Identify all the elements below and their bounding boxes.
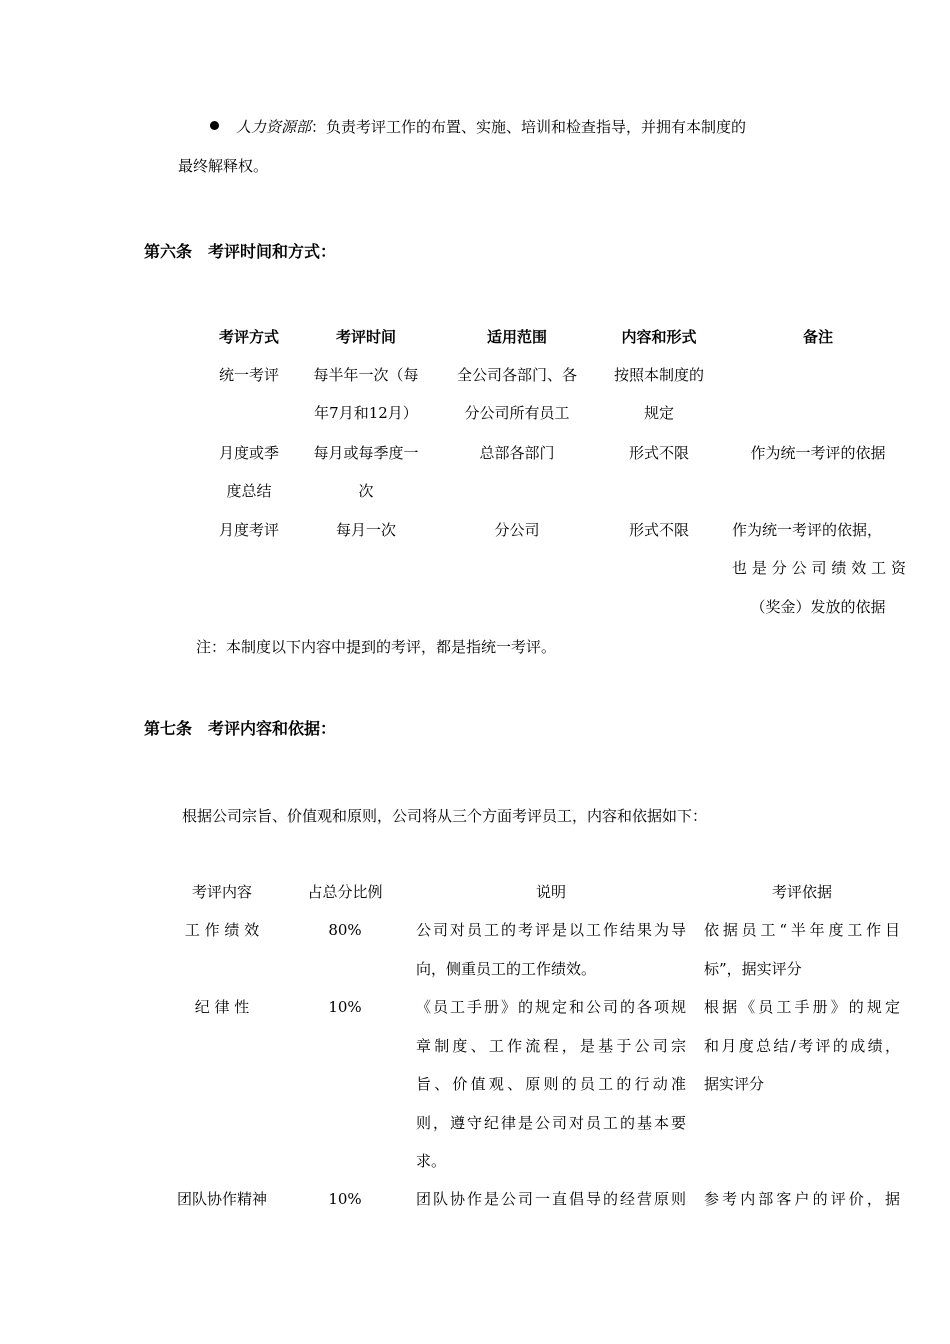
- table7-header: 考评内容: [191, 883, 252, 901]
- table6-cell: 年7月和12月）: [314, 404, 418, 422]
- table6-cell: 形式不限: [628, 521, 689, 539]
- table6-cell: 形式不限: [628, 444, 689, 462]
- table6-cell: 也是分公司绩效工资: [732, 559, 906, 577]
- table7-cell: 团队协作是公司一直倡导的经营原则: [416, 1190, 686, 1208]
- table7-cell: 和月度总结/考评的成绩，: [704, 1037, 900, 1055]
- table6-cell: 统一考评: [218, 366, 279, 384]
- article7-title: 第七条 考评内容和依据：: [144, 719, 337, 738]
- table6-cell: 月度考评: [218, 521, 279, 539]
- table7-cell: 公司对员工的考评是以工作结果为导: [416, 921, 686, 939]
- table6-cell: 总部各部门: [479, 444, 555, 462]
- dept-desc-line2: 最终解释权。: [178, 157, 269, 175]
- table7-header: 占总分比例: [307, 883, 383, 901]
- table7-header: 考评依据: [771, 883, 832, 901]
- table6-cell: 每月或每季度一: [313, 444, 419, 462]
- article7-intro: 根据公司宗旨、价值观和原则，公司将从三个方面考评员工，内容和依据如下：: [182, 807, 708, 825]
- dept-name: 人力资源部: [236, 118, 312, 136]
- table6-cell: 每半年一次（每: [313, 366, 419, 384]
- table6-header: 备注: [802, 328, 833, 346]
- table7-cell: 团队协作精神: [176, 1190, 267, 1208]
- table6-cell: （奖金）发放的依据: [750, 598, 886, 616]
- table7-cell: 则，遵守纪律是公司对员工的基本要: [416, 1114, 686, 1132]
- table7-cell: 80%: [328, 921, 362, 939]
- table7-cell: 章制度、工作流程，是基于公司宗: [416, 1037, 686, 1055]
- table6-header: 内容和形式: [621, 328, 697, 346]
- table6-header: 考评方式: [218, 328, 279, 346]
- dept-desc-line1: 负责考评工作的布置、实施、培训和检查指导，并拥有本制度的: [326, 118, 747, 136]
- table7-cell: 10%: [328, 1190, 362, 1208]
- table6-cell: 次: [358, 482, 374, 500]
- table7-cell: 旨、价值观、原则的员工的行动准: [416, 1075, 686, 1093]
- table6-cell: 分公司所有员工: [464, 404, 570, 422]
- article6-footnote: 注：本制度以下内容中提到的考评，都是指统一考评。: [196, 638, 557, 656]
- table7-cell: 根据《员工手册》的规定: [704, 998, 900, 1016]
- table6-cell: 月度或季: [218, 444, 279, 462]
- bullet-line-1: [236, 116, 746, 137]
- table7-cell: 向，侧重员工的工作绩效。: [416, 960, 597, 978]
- table7-cell: 依据员工“半年度工作目: [704, 921, 900, 939]
- table7-header: 说明: [535, 883, 566, 901]
- bullet-dot-icon: [210, 121, 219, 130]
- table6-cell: 规定: [643, 404, 674, 422]
- table7-cell: 10%: [328, 998, 362, 1016]
- table6-header: 考评时间: [335, 328, 396, 346]
- table7-cell: 标”，据实评分: [704, 960, 802, 978]
- table7-cell: 工 作 绩 效: [184, 921, 260, 939]
- table6-cell: 按照本制度的: [613, 366, 704, 384]
- table7-cell: 求。: [416, 1152, 447, 1170]
- dept-colon: ：: [311, 118, 327, 136]
- table6-cell: 度总结: [226, 482, 272, 500]
- table7-cell: 据实评分: [704, 1075, 765, 1093]
- article6-title: 第六条 考评时间和方式：: [144, 242, 337, 261]
- table7-cell: 参考内部客户的评价，据: [704, 1190, 900, 1208]
- table7-cell: 纪 律 性: [194, 998, 250, 1016]
- table6-cell: 作为统一考评的依据: [750, 444, 886, 462]
- table6-cell: 作为统一考评的依据，: [732, 521, 883, 539]
- table7-cell: 《员工手册》的规定和公司的各项规: [416, 998, 686, 1016]
- table6-cell: 全公司各部门、各: [456, 366, 577, 384]
- table6-header: 适用范围: [486, 328, 547, 346]
- table6-cell: 每月一次: [335, 521, 396, 539]
- table6-cell: 分公司: [494, 521, 540, 539]
